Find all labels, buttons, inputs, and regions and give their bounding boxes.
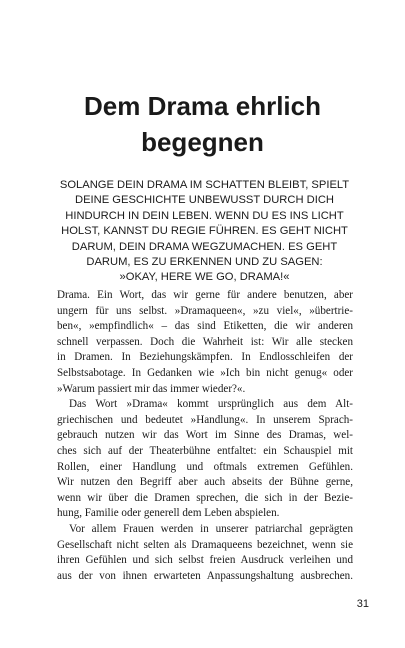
intro-line: HOLST, KANNST DU REGIE FÜHREN. ES GEHT NICHT: [61, 225, 348, 238]
body-line: hung, Familie oder generell dem Leben abspielen.: [57, 507, 280, 520]
intro-line: SOLANGE DEIN DRAMA IM SCHATTEN BLEIBT, SPIELT: [59, 179, 350, 191]
body-line: Drama. Ein Wort, das wir gerne für andere benutzen, aber: [57, 289, 353, 301]
intro-line: HINDURCH IN DEIN LEBEN. WENN DU ES INS LICHT: [65, 209, 344, 222]
intro-line: »OKAY, HERE WE GO, DRAMA!«: [119, 271, 290, 284]
chapter-title: [0, 88, 405, 160]
body-line: gebrauch nutzen wir das Wort im Sinne des Dramas, wel-: [57, 429, 353, 442]
chapter-intro: [50, 178, 359, 286]
body-line: Wir nutzen den Begriff aber auch abseits der Bühne gerne,: [57, 476, 353, 489]
body-line: ches sich auf der Theaterbühne entfaltet: ein Schauspiel mit: [57, 444, 353, 457]
body-line: schnell verpassen. Doch die Wahrheit ist: Wir alle stecken: [57, 335, 353, 348]
body-line: ihren Gefühlen und sich selbst freien Ausdruck verleihen und: [57, 554, 353, 567]
body-line: ungern für uns selbst. »Dramaqueen«, »zu viel«, »übertrie-: [57, 304, 353, 317]
body-line: »Warum passiert mir das immer wieder?«.: [57, 382, 246, 395]
body-text: [57, 288, 353, 584]
body-line: aus der von ihnen erwarteten Anpassungshaltung ausbrechen.: [57, 569, 353, 582]
body-line: Vor allem Frauen werden in unserer patriarchal geprägten: [69, 522, 353, 535]
body-line: in Dramen. In Beziehungskämpfen. In Endlosschleifen der: [57, 351, 353, 364]
intro-line: DEINE GESCHICHTE UNBEWUSST DURCH DICH: [75, 194, 334, 207]
body-line: griechischen und bedeutet »Handlung«. In unserem Sprach-: [57, 413, 353, 426]
intro-line: DARUM, DEIN DRAMA WEGZUMACHEN. ES GEHT: [71, 240, 338, 253]
intro-line: DARUM, ES ZU ERKENNEN UND ZU SAGEN:: [86, 256, 323, 269]
body-line: Das Wort »Drama« kommt ursprünglich aus dem Alt-: [69, 398, 353, 411]
page-number: 31: [356, 598, 369, 610]
body-line: Selbstsabotage. In Gedanken wie »Ich bin nicht genug« oder: [57, 366, 353, 379]
chapter-title-line: begegnen: [141, 127, 264, 157]
chapter-title-line: Dem Drama ehrlich: [84, 91, 321, 121]
body-line: ben«, »empfindlich« – das sind Etiketten, die wir anderen: [57, 320, 353, 333]
body-line: Gesellschaft nicht selten als Dramaqueens bezeichnet, wenn sie: [57, 538, 353, 551]
body-line: Rollen, einer Handlung und oftmals extremen Gefühlen.: [57, 460, 353, 473]
body-line: wenn wir über die Dramen sprechen, die sich in der Bezie-: [57, 491, 353, 504]
